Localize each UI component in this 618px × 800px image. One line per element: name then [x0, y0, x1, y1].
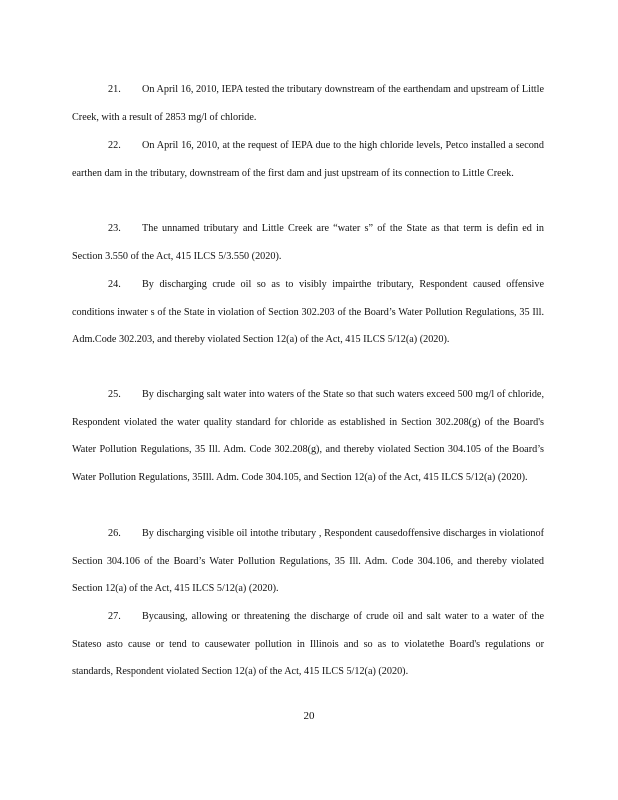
paragraph-24	[72, 271, 544, 354]
paragraph-27	[72, 603, 544, 686]
paragraph-number: 21.	[108, 84, 121, 95]
paragraph-number: 25.	[108, 389, 121, 400]
paragraph-23	[72, 215, 544, 270]
paragraph-26	[72, 520, 544, 603]
paragraph-text: By discharging visible oil intothe tributary , Respondent causedoffensive discharges in violationof Section 304.106 of the Board’s Water Pollution Regulations, 35 Ill. Adm. Code 304.106, and thereby violated Section 12(a) of the Act, 415 ILCS 5/12(a) (2020).	[72, 528, 544, 595]
paragraph-number: 27.	[108, 611, 121, 622]
paragraph-number: 24.	[108, 279, 121, 290]
paragraph-number: 26.	[108, 528, 121, 539]
paragraph-number: 22.	[108, 140, 121, 151]
paragraph-25	[72, 381, 544, 491]
paragraph-text: By discharging crude oil so as to visibly impairthe tributary, Respondent caused offensive conditions inwater s of the State in violation of Section 302.203 of the Board’s Water Pollution Regulations, 35 Ill. Adm.Code 302.203, and thereby violated Section 12(a) of the Act, 415 ILCS 5/12(a) (2020).	[72, 279, 544, 346]
paragraph-number: 23.	[108, 223, 121, 234]
paragraph-text: The unnamed tributary and Little Creek are “water s” of the State as that term is defin ed in Section 3.550 of the Act, 415 ILCS 5/3.550 (2020).	[72, 223, 544, 262]
page-number: 20	[303, 710, 315, 722]
paragraph-22	[72, 132, 544, 187]
paragraph-text: Bycausing, allowing or threatening the discharge of crude oil and salt water to a water of the Stateso asto cause or tend to causewater pollution in Illinois and so as to violatethe Board's regulations or standards, Respondent violated Section 12(a) of the Act, 415 ILCS 5/12(a) (2020).	[72, 611, 544, 678]
paragraph-text: By discharging salt water into waters of the State so that such waters exceed 500 mg/l of chloride, Respondent violated the water quality standard for chloride as established in Section 302.208(g) of the Board's Water Pollution Regulations, 35 Ill. Adm. Code 302.208(g), and thereby violated Section 304.105 of the Board’s Water Pollution Regulations, 35Ill. Adm. Code 304.105, and Section 12(a) of the Act, 415 ILCS 5/12(a) (2020).	[72, 389, 544, 483]
paragraph-text: On April 16, 2010, at the request of IEPA due to the high chloride levels, Petco installed a second earthen dam in the tributary, downstream of the first dam and just upstream of its connection to Little Creek.	[72, 140, 544, 179]
paragraph-text: On April 16, 2010, IEPA tested the tributary downstream of the earthendam and upstream of Little Creek, with a result of 2853 mg/l of chloride.	[72, 84, 544, 123]
paragraph-21	[72, 76, 544, 131]
